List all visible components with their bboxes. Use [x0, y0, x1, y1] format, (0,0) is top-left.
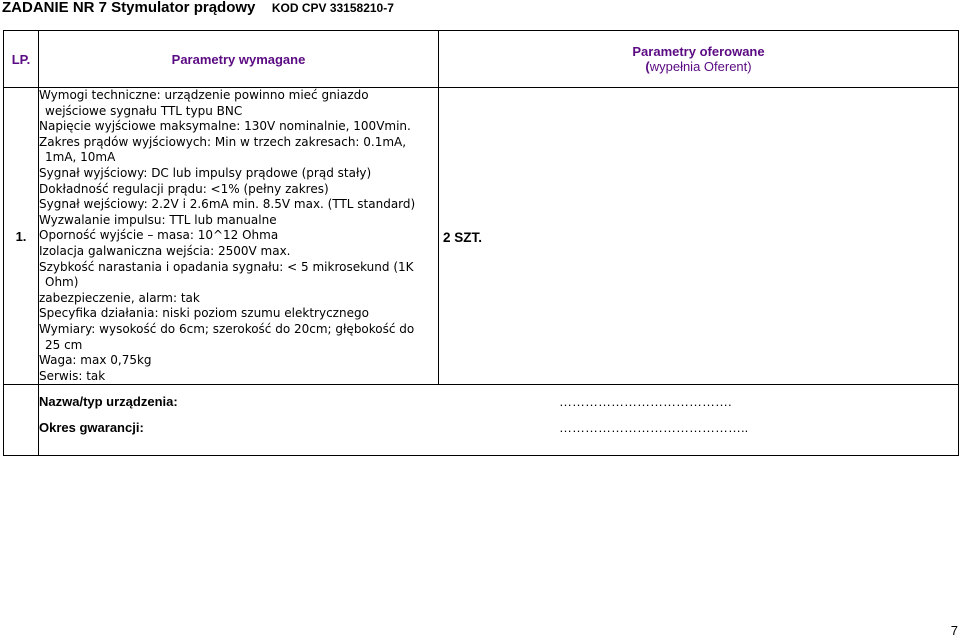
- requirement-line: Szybkość narastania i opadania sygnału: < 5 mikrosekund (1K: [39, 259, 414, 274]
- requirement-line: Ohm): [45, 275, 79, 290]
- requirement-line: Waga: max 0,75kg: [39, 353, 152, 368]
- requirement-line: Wyzwalanie impulsu: TTL lub manualne: [39, 212, 277, 227]
- task-title: ZADANIE NR 7 Stymulator prądowy: [2, 0, 256, 16]
- page-number: 7: [950, 623, 958, 638]
- requirement-line: 25 cm: [45, 337, 83, 352]
- required-params-header: Parametry wymagane: [39, 31, 439, 88]
- cpv-code: KOD CPV 33158210-7: [271, 1, 394, 15]
- requirement-line: Wymiary: wysokość do 6cm; szerokość do 20cm; głębokość do: [39, 321, 415, 336]
- device-name-label: Nazwa/typ urządzenia:: [39, 394, 178, 410]
- quantity: 2 SZT.: [443, 230, 483, 246]
- requirement-line: Oporność wyjście – masa: 10^12 Ohma: [39, 228, 279, 243]
- requirement-line: Sygnał wejściowy: 2.2V i 2.6mA min. 8.5V max. (TTL standard): [39, 197, 416, 212]
- table-header-row: [4, 31, 959, 88]
- offered-params-cell[interactable]: [439, 88, 959, 385]
- requirements-cell: [39, 88, 439, 385]
- row-number: 1.: [4, 88, 39, 385]
- requirement-line: Napięcie wyjściowe maksymalne: 130V nominalnie, 100Vmin.: [39, 119, 411, 134]
- offered-params-title: Parametry oferowane: [632, 44, 765, 59]
- requirement-line: 1mA, 10mA: [45, 150, 116, 165]
- requirement-line: Dokładność regulacji prądu: <1% (pełny zakres): [39, 181, 329, 196]
- requirement-line: Izolacja galwaniczna wejścia: 2500V max.: [39, 243, 291, 258]
- warranty-label: Okres gwarancji:: [39, 420, 144, 436]
- offered-params-note: (wypełnia Oferent): [645, 59, 752, 74]
- footer-fields-cell: [39, 385, 959, 456]
- requirement-line: Serwis: tak: [39, 368, 106, 383]
- specification-table: [3, 30, 959, 456]
- document-title: [2, 0, 394, 18]
- device-name-field[interactable]: [39, 394, 958, 420]
- requirement-line: Wymogi techniczne: urządzenie powinno mieć gniazdo: [39, 88, 369, 102]
- requirement-line: Zakres prądów wyjściowych: Min w trzech zakresach: 0.1mA,: [39, 134, 407, 149]
- offered-params-header: [439, 31, 959, 88]
- device-name-blank[interactable]: ………………………………….: [559, 394, 732, 410]
- requirement-line: wejściowe sygnału TTL typu BNC: [45, 103, 243, 118]
- lp-header: LP.: [4, 31, 39, 88]
- requirement-line: Specyfika działania: niski poziom szumu elektrycznego: [39, 306, 369, 321]
- requirement-line: Sygnał wyjściowy: DC lub impulsy prądowe (prąd stały): [39, 165, 372, 180]
- requirement-line: zabezpieczenie, alarm: tak: [39, 290, 200, 305]
- warranty-blank[interactable]: ……………………………………..: [559, 420, 749, 436]
- footer-row: [4, 385, 959, 456]
- footer-lp-cell: [4, 385, 39, 456]
- warranty-field[interactable]: [39, 420, 958, 446]
- table-row: [4, 88, 959, 385]
